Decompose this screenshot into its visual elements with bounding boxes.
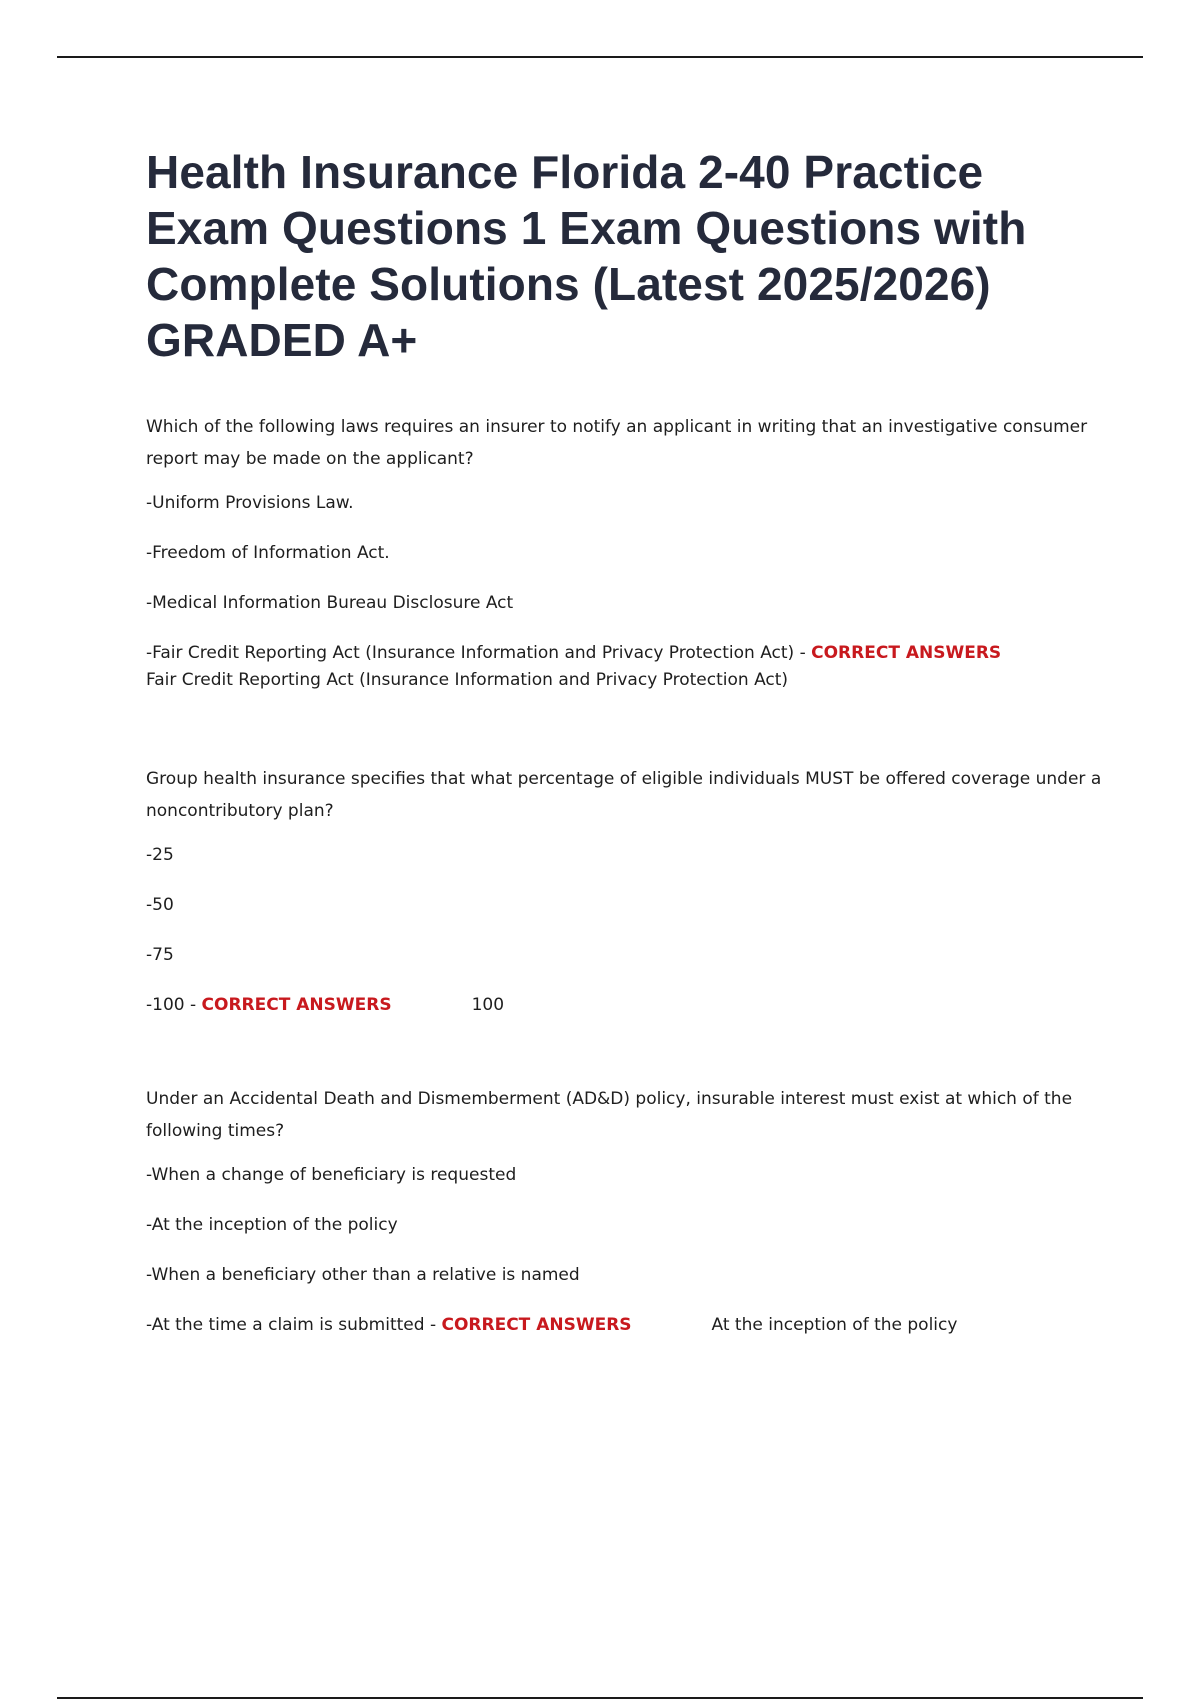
question-text: Which of the following laws requires an insurer to notify an applicant in writing that an investigative consumer report may be made on the applicant? <box>146 417 1088 469</box>
correct-answer-text: At the inception of the policy <box>711 1315 958 1335</box>
bottom-rule <box>57 1697 1143 1699</box>
answer-option: -75 <box>146 945 174 965</box>
answer-option: -Freedom of Information Act. <box>146 543 390 563</box>
answer-option-with-key <box>146 1314 1106 1336</box>
document-body <box>146 144 1106 1336</box>
answer-option: -Uniform Provisions Law. <box>146 493 354 513</box>
answer-options <box>146 1164 1106 1336</box>
answer-option: -25 <box>146 845 174 865</box>
question-text: Under an Accidental Death and Dismemberment (AD&D) policy, insurable interest must exist at which of the following times? <box>146 1089 1073 1141</box>
correct-answers-label: CORRECT ANSWERS <box>201 995 392 1015</box>
top-rule <box>57 56 1143 58</box>
correct-answer-text: Fair Credit Reporting Act (Insurance Information and Privacy Protection Act) <box>146 670 789 690</box>
answer-option: -When a beneficiary other than a relative is named <box>146 1265 580 1285</box>
answer-option: -At the inception of the policy <box>146 1215 398 1235</box>
answer-option-text: -Fair Credit Reporting Act (Insurance Information and Privacy Protection Act) - <box>146 643 812 663</box>
question-block-1 <box>146 411 1106 696</box>
answer-option: -When a change of beneficiary is requested <box>146 1165 517 1185</box>
question-list <box>146 411 1106 1336</box>
correct-answers-label: CORRECT ANSWERS <box>811 643 1002 663</box>
answer-option-with-key <box>146 994 1106 1016</box>
correct-answers-label: CORRECT ANSWERS <box>441 1315 632 1335</box>
answer-options <box>146 844 1106 1016</box>
correct-answer-text: 100 <box>471 995 505 1015</box>
answer-option-with-key <box>146 642 1106 696</box>
question-block-2 <box>146 763 1106 1016</box>
question-text: Group health insurance specifies that what percentage of eligible individuals MUST be offered coverage under a noncontributory plan? <box>146 769 1102 821</box>
answer-option: -Medical Information Bureau Disclosure Act <box>146 593 514 613</box>
answer-option-text: -At the time a claim is submitted - <box>146 1315 442 1335</box>
answer-options <box>146 492 1106 696</box>
answer-option-text: -100 - <box>146 995 202 1015</box>
document-title: Health Insurance Florida 2-40 Practice Exam Questions 1 Exam Questions with Complete Solutions (Latest 2025/2026) GRADED A+ <box>146 146 1027 366</box>
question-block-3 <box>146 1083 1106 1336</box>
answer-option: -50 <box>146 895 174 915</box>
